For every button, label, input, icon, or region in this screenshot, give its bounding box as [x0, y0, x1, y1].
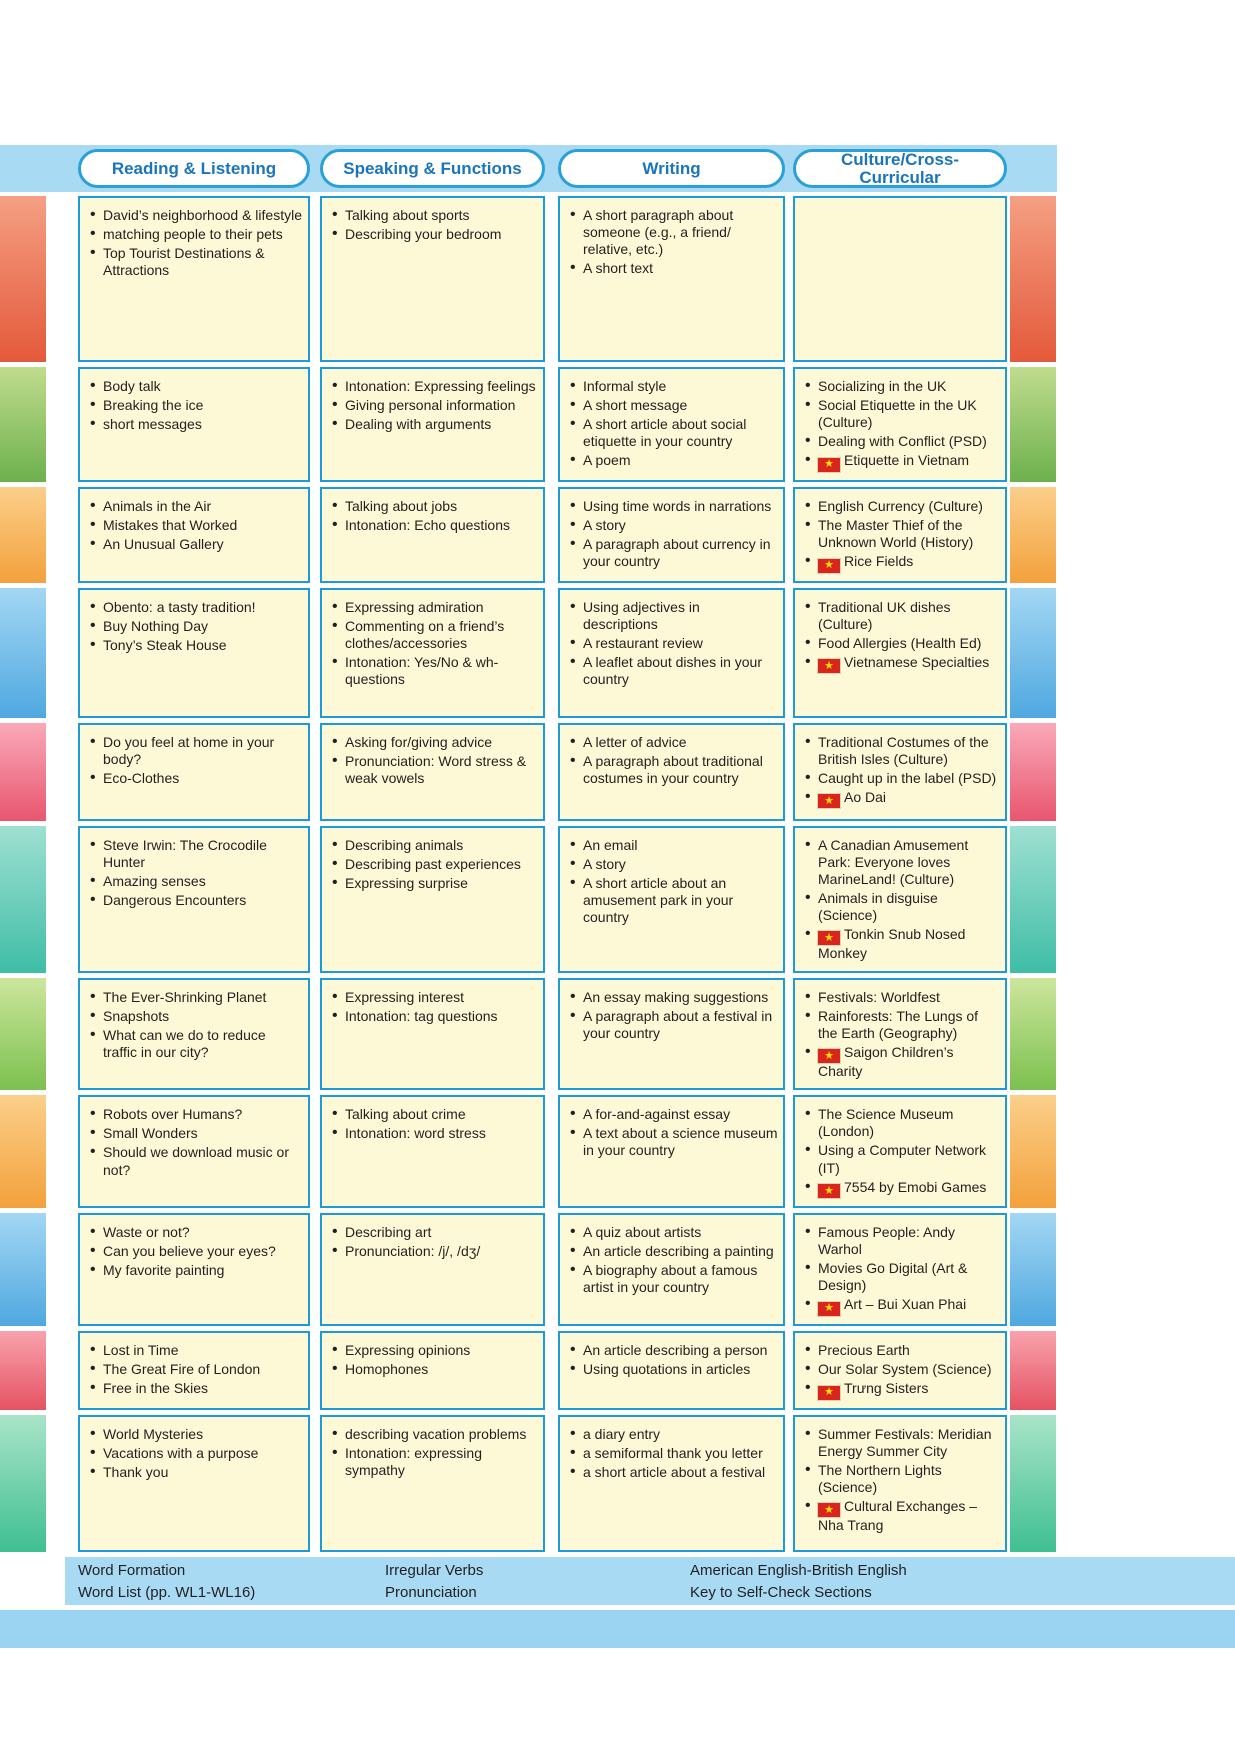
- module-color-bar-left: [0, 1331, 46, 1410]
- syllabus-item: • ★ Rice Fields: [804, 553, 1000, 573]
- cell-writing: [558, 367, 785, 482]
- footer-index-band: [65, 1557, 1235, 1605]
- module-row: [0, 1095, 1235, 1208]
- syllabus-item: • Robots over Humans?: [89, 1106, 303, 1123]
- module-color-bar-right: [1010, 367, 1056, 482]
- syllabus-item: • Mistakes that Worked: [89, 517, 303, 534]
- module-row: [0, 826, 1235, 973]
- syllabus-item: • The Ever-Shrinking Planet: [89, 989, 303, 1006]
- syllabus-item: • Using adjectives in descriptions: [569, 599, 778, 633]
- table-header: [78, 149, 1007, 188]
- syllabus-item: • Obento: a tasty tradition!: [89, 599, 303, 616]
- syllabus-item: • Amazing senses: [89, 873, 303, 890]
- syllabus-item: • Intonation: Yes/No & wh-questions: [331, 654, 538, 688]
- syllabus-item: • An Unusual Gallery: [89, 536, 303, 553]
- module-color-bar-left: [0, 367, 46, 482]
- syllabus-item: • The Science Museum (London): [804, 1106, 1000, 1140]
- syllabus-item: • Describing past experiences: [331, 856, 538, 873]
- syllabus-item: • a diary entry: [569, 1426, 778, 1443]
- module-row: [0, 367, 1235, 482]
- syllabus-item: • Socializing in the UK: [804, 378, 1000, 395]
- footer-column-right: [690, 1560, 907, 1605]
- syllabus-item: • Traditional UK dishes (Culture): [804, 599, 1000, 633]
- footer-item-word-formation: Word Formation: [78, 1561, 186, 1579]
- syllabus-item: • The Master Thief of the Unknown World (History): [804, 517, 1000, 551]
- syllabus-item: • A poem: [569, 452, 778, 469]
- syllabus-item: • Expressing opinions: [331, 1342, 538, 1359]
- footer-column-left: [78, 1560, 255, 1605]
- module-color-bar-right: [1010, 1331, 1056, 1410]
- syllabus-item: • Can you believe your eyes?: [89, 1243, 303, 1260]
- module-color-bar-right: [1010, 1095, 1056, 1208]
- syllabus-item: • Our Solar System (Science): [804, 1361, 1000, 1378]
- syllabus-item: • Homophones: [331, 1361, 538, 1378]
- syllabus-item: • describing vacation problems: [331, 1426, 538, 1443]
- syllabus-table: [0, 196, 1235, 1552]
- bottom-blue-band: [0, 1610, 1235, 1648]
- cell-writing: [558, 588, 785, 718]
- syllabus-item: • Famous People: Andy Warhol: [804, 1224, 1000, 1258]
- column-header-speaking-functions: Speaking & Functions: [320, 149, 545, 188]
- module-color-bar-left: [0, 588, 46, 718]
- footer-item-word-list: Word List (pp. WL1-WL16): [78, 1584, 256, 1602]
- vietnam-flag-icon: [818, 458, 840, 472]
- syllabus-item: • Using time words in narrations: [569, 498, 778, 515]
- syllabus-item: • A leaflet about dishes in your country: [569, 654, 778, 688]
- syllabus-item: • A text about a science museum in your country: [569, 1125, 778, 1159]
- syllabus-item: • Intonation: Echo questions: [331, 517, 538, 534]
- syllabus-item: • Dealing with arguments: [331, 416, 538, 433]
- module-color-bar-left: [0, 978, 46, 1091]
- syllabus-item: • What can we do to reduce traffic in our city?: [89, 1027, 303, 1061]
- syllabus-item: • A short article about social etiquette in your country: [569, 416, 778, 450]
- cell-reading: [78, 588, 310, 718]
- cell-culture: [793, 978, 1007, 1091]
- cell-writing: [558, 1415, 785, 1552]
- module-row: [0, 487, 1235, 583]
- syllabus-item: • Informal style: [569, 378, 778, 395]
- module-color-bar-left: [0, 1415, 46, 1552]
- cell-culture: [793, 1213, 1007, 1326]
- vietnam-flag-icon: [818, 1049, 840, 1063]
- syllabus-item: • Steve Irwin: The Crocodile Hunter: [89, 837, 303, 871]
- module-row: [0, 1415, 1235, 1552]
- module-color-bar-right: [1010, 723, 1056, 821]
- cell-speaking: [320, 723, 545, 821]
- module-row: [0, 723, 1235, 821]
- cell-culture: [793, 723, 1007, 821]
- module-color-bar-left: [0, 487, 46, 583]
- syllabus-item: • Breaking the ice: [89, 397, 303, 414]
- flag-star: • ★: [824, 458, 834, 471]
- flag-star: • ★: [824, 1049, 834, 1062]
- syllabus-item: • Describing art: [331, 1224, 538, 1241]
- cell-speaking: [320, 826, 545, 973]
- syllabus-item: • Dangerous Encounters: [89, 892, 303, 909]
- module-color-bar-right: [1010, 978, 1056, 1091]
- vietnam-flag-icon: [818, 794, 840, 808]
- vietnam-flag-icon: [818, 1386, 840, 1400]
- syllabus-item: • Thank you: [89, 1464, 303, 1481]
- syllabus-item: • ★ Ao Dai: [804, 789, 1000, 809]
- syllabus-item: • matching people to their pets: [89, 226, 303, 243]
- column-header-reading-listening: Reading & Listening: [78, 149, 310, 188]
- syllabus-item: • Should we download music or not?: [89, 1144, 303, 1178]
- cell-reading: [78, 1095, 310, 1208]
- syllabus-item: • A story: [569, 856, 778, 873]
- cell-culture: [793, 487, 1007, 583]
- syllabus-item: • ★ Cultural Exchanges – Nha Trang: [804, 1498, 1000, 1535]
- module-color-bar-left: [0, 1213, 46, 1326]
- syllabus-item: • Expressing admiration: [331, 599, 538, 616]
- syllabus-item: • Precious Earth: [804, 1342, 1000, 1359]
- syllabus-item: • Movies Go Digital (Art & Design): [804, 1260, 1000, 1294]
- syllabus-item: • Dealing with Conflict (PSD): [804, 433, 1000, 450]
- syllabus-item: • An email: [569, 837, 778, 854]
- syllabus-item: • A short message: [569, 397, 778, 414]
- syllabus-item: • Do you feel at home in your body?: [89, 734, 303, 768]
- top-margin: [0, 0, 1235, 145]
- module-row: [0, 588, 1235, 718]
- header-band: [0, 145, 1057, 192]
- syllabus-item: • An article describing a painting: [569, 1243, 778, 1260]
- module-color-bar-right: [1010, 1415, 1056, 1552]
- syllabus-item: • A restaurant review: [569, 635, 778, 652]
- syllabus-item: • ★ Tonkin Snub Nosed Monkey: [804, 926, 1000, 963]
- syllabus-item: • A short text: [569, 260, 778, 277]
- module-color-bar-right: [1010, 487, 1056, 583]
- flag-star: • ★: [824, 1302, 834, 1315]
- module-color-bar-right: [1010, 826, 1056, 973]
- syllabus-item: • Small Wonders: [89, 1125, 303, 1142]
- cell-writing: [558, 196, 785, 362]
- cell-reading: [78, 1415, 310, 1552]
- syllabus-item: • ★ Etiquette in Vietnam: [804, 452, 1000, 472]
- flag-star: • ★: [824, 659, 834, 672]
- cell-culture: [793, 1095, 1007, 1208]
- cell-reading: [78, 196, 310, 362]
- cell-writing: [558, 1095, 785, 1208]
- cell-reading: [78, 487, 310, 583]
- syllabus-item: • Pronunciation: Word stress & weak vowels: [331, 753, 538, 787]
- syllabus-item: • The Northern Lights (Science): [804, 1462, 1000, 1496]
- syllabus-item: • A quiz about artists: [569, 1224, 778, 1241]
- module-row: [0, 1331, 1235, 1410]
- column-header-culture-cross-curricular: Culture/Cross-Curricular: [793, 149, 1007, 188]
- syllabus-item: • ★ Saigon Children’s Charity: [804, 1044, 1000, 1081]
- syllabus-item: • English Currency (Culture): [804, 498, 1000, 515]
- syllabus-item: • Buy Nothing Day: [89, 618, 303, 635]
- cell-culture: [793, 367, 1007, 482]
- syllabus-item: • Free in the Skies: [89, 1380, 303, 1397]
- syllabus-item: • Body talk: [89, 378, 303, 395]
- syllabus-item: • A paragraph about traditional costumes in your country: [569, 753, 778, 787]
- cell-culture: [793, 1331, 1007, 1410]
- cell-speaking: [320, 1415, 545, 1552]
- syllabus-item: • World Mysteries: [89, 1426, 303, 1443]
- syllabus-item: • Asking for/giving advice: [331, 734, 538, 751]
- module-row: [0, 1213, 1235, 1326]
- syllabus-item: • Caught up in the label (PSD): [804, 770, 1000, 787]
- footer-item-self-check-key: Key to Self-Check Sections: [690, 1584, 872, 1602]
- vietnam-flag-icon: [818, 1503, 840, 1517]
- vietnam-flag-icon: [818, 1302, 840, 1316]
- syllabus-item: • An article describing a person: [569, 1342, 778, 1359]
- syllabus-item: • A short paragraph about someone (e.g., a friend/ relative, etc.): [569, 207, 778, 258]
- cell-writing: [558, 723, 785, 821]
- flag-star: • ★: [824, 1386, 834, 1399]
- syllabus-item: • Snapshots: [89, 1008, 303, 1025]
- syllabus-item: • Describing your bedroom: [331, 226, 538, 243]
- vietnam-flag-icon: [818, 1184, 840, 1198]
- syllabus-item: • Talking about crime: [331, 1106, 538, 1123]
- syllabus-item: • ★ Art – Bui Xuan Phai: [804, 1296, 1000, 1316]
- cell-speaking: [320, 1095, 545, 1208]
- syllabus-item: • Talking about jobs: [331, 498, 538, 515]
- cell-speaking: [320, 367, 545, 482]
- cell-reading: [78, 1331, 310, 1410]
- syllabus-item: • Lost in Time: [89, 1342, 303, 1359]
- syllabus-item: • ★ Vietnamese Specialties: [804, 654, 1000, 674]
- column-header-writing: Writing: [558, 149, 785, 188]
- syllabus-item: • Food Allergies (Health Ed): [804, 635, 1000, 652]
- syllabus-item: • Intonation: tag questions: [331, 1008, 538, 1025]
- vietnam-flag-icon: [818, 659, 840, 673]
- syllabus-item: • Intonation: Expressing feelings: [331, 378, 538, 395]
- cell-culture: [793, 826, 1007, 973]
- syllabus-item: • Commenting on a friend’s clothes/accessories: [331, 618, 538, 652]
- cell-culture: [793, 196, 1007, 362]
- syllabus-item: • Expressing interest: [331, 989, 538, 1006]
- module-color-bar-left: [0, 723, 46, 821]
- syllabus-item: • A biography about a famous artist in your country: [569, 1262, 778, 1296]
- module-row: [0, 978, 1235, 1091]
- syllabus-item: • Using quotations in articles: [569, 1361, 778, 1378]
- module-color-bar-right: [1010, 196, 1056, 362]
- syllabus-item: • Festivals: Worldfest: [804, 989, 1000, 1006]
- flag-star: • ★: [824, 1503, 834, 1516]
- cell-reading: [78, 1213, 310, 1326]
- flag-star: • ★: [824, 794, 834, 807]
- footer-item-american-british: American English-British English: [690, 1561, 907, 1579]
- syllabus-item: • Summer Festivals: Meridian Energy Summer City: [804, 1426, 1000, 1460]
- cell-speaking: [320, 1331, 545, 1410]
- syllabus-item: • Traditional Costumes of the British Isles (Culture): [804, 734, 1000, 768]
- syllabus-item: • a short article about a festival: [569, 1464, 778, 1481]
- module-color-bar-left: [0, 826, 46, 973]
- cell-writing: [558, 978, 785, 1091]
- cell-reading: [78, 826, 310, 973]
- module-row: [0, 196, 1235, 362]
- syllabus-item: • Social Etiquette in the UK (Culture): [804, 397, 1000, 431]
- syllabus-item: • Pronunciation: /j/, /dʒ/: [331, 1243, 538, 1260]
- cell-reading: [78, 367, 310, 482]
- syllabus-item: • A letter of advice: [569, 734, 778, 751]
- vietnam-flag-icon: [818, 559, 840, 573]
- syllabus-item: • Tony’s Steak House: [89, 637, 303, 654]
- cell-reading: [78, 978, 310, 1091]
- module-color-bar-left: [0, 1095, 46, 1208]
- cell-writing: [558, 487, 785, 583]
- cell-speaking: [320, 978, 545, 1091]
- footer-column-middle: [385, 1560, 483, 1605]
- syllabus-item: • A paragraph about a festival in your country: [569, 1008, 778, 1042]
- syllabus-item: • Top Tourist Destinations & Attractions: [89, 245, 303, 279]
- cell-speaking: [320, 487, 545, 583]
- syllabus-item: • Describing animals: [331, 837, 538, 854]
- flag-star: • ★: [824, 1184, 834, 1197]
- syllabus-item: • An essay making suggestions: [569, 989, 778, 1006]
- cell-culture: [793, 1415, 1007, 1552]
- syllabus-item: • Waste or not?: [89, 1224, 303, 1241]
- cell-reading: [78, 723, 310, 821]
- syllabus-item: • ★ Trưng Sisters: [804, 1380, 1000, 1400]
- cell-speaking: [320, 1213, 545, 1326]
- cell-writing: [558, 1331, 785, 1410]
- cell-culture: [793, 588, 1007, 718]
- footer-item-pronunciation: Pronunciation: [385, 1584, 477, 1602]
- syllabus-item: • Rainforests: The Lungs of the Earth (Geography): [804, 1008, 1000, 1042]
- syllabus-item: • David’s neighborhood & lifestyle: [89, 207, 303, 224]
- flag-star: • ★: [824, 931, 834, 944]
- syllabus-item: • The Great Fire of London: [89, 1361, 303, 1378]
- syllabus-item: • Giving personal information: [331, 397, 538, 414]
- syllabus-item: • Vacations with a purpose: [89, 1445, 303, 1462]
- footer-item-irregular-verbs: Irregular Verbs: [385, 1561, 484, 1579]
- syllabus-item: • short messages: [89, 416, 303, 433]
- syllabus-item: • Using a Computer Network (IT): [804, 1142, 1000, 1176]
- syllabus-item: • A for-and-against essay: [569, 1106, 778, 1123]
- cell-writing: [558, 1213, 785, 1326]
- syllabus-item: • Expressing surprise: [331, 875, 538, 892]
- flag-star: • ★: [824, 559, 834, 572]
- syllabus-item: • Intonation: word stress: [331, 1125, 538, 1142]
- cell-speaking: [320, 588, 545, 718]
- syllabus-item: • My favorite painting: [89, 1262, 303, 1279]
- syllabus-item: • Talking about sports: [331, 207, 538, 224]
- syllabus-item: • A Canadian Amusement Park: Everyone loves MarineLand! (Culture): [804, 837, 1000, 888]
- cell-speaking: [320, 196, 545, 362]
- syllabus-item: • A short article about an amusement park in your country: [569, 875, 778, 926]
- syllabus-item: • ★ 7554 by Emobi Games: [804, 1179, 1000, 1199]
- syllabus-item: • A story: [569, 517, 778, 534]
- vietnam-flag-icon: [818, 931, 840, 945]
- syllabus-item: • Eco-Clothes: [89, 770, 303, 787]
- module-color-bar-left: [0, 196, 46, 362]
- syllabus-item: • Animals in disguise (Science): [804, 890, 1000, 924]
- module-color-bar-right: [1010, 1213, 1056, 1326]
- module-color-bar-right: [1010, 588, 1056, 718]
- syllabus-item: • a semiformal thank you letter: [569, 1445, 778, 1462]
- syllabus-item: • Intonation: expressing sympathy: [331, 1445, 538, 1479]
- cell-writing: [558, 826, 785, 973]
- syllabus-item: • A paragraph about currency in your country: [569, 536, 778, 570]
- syllabus-item: • Animals in the Air: [89, 498, 303, 515]
